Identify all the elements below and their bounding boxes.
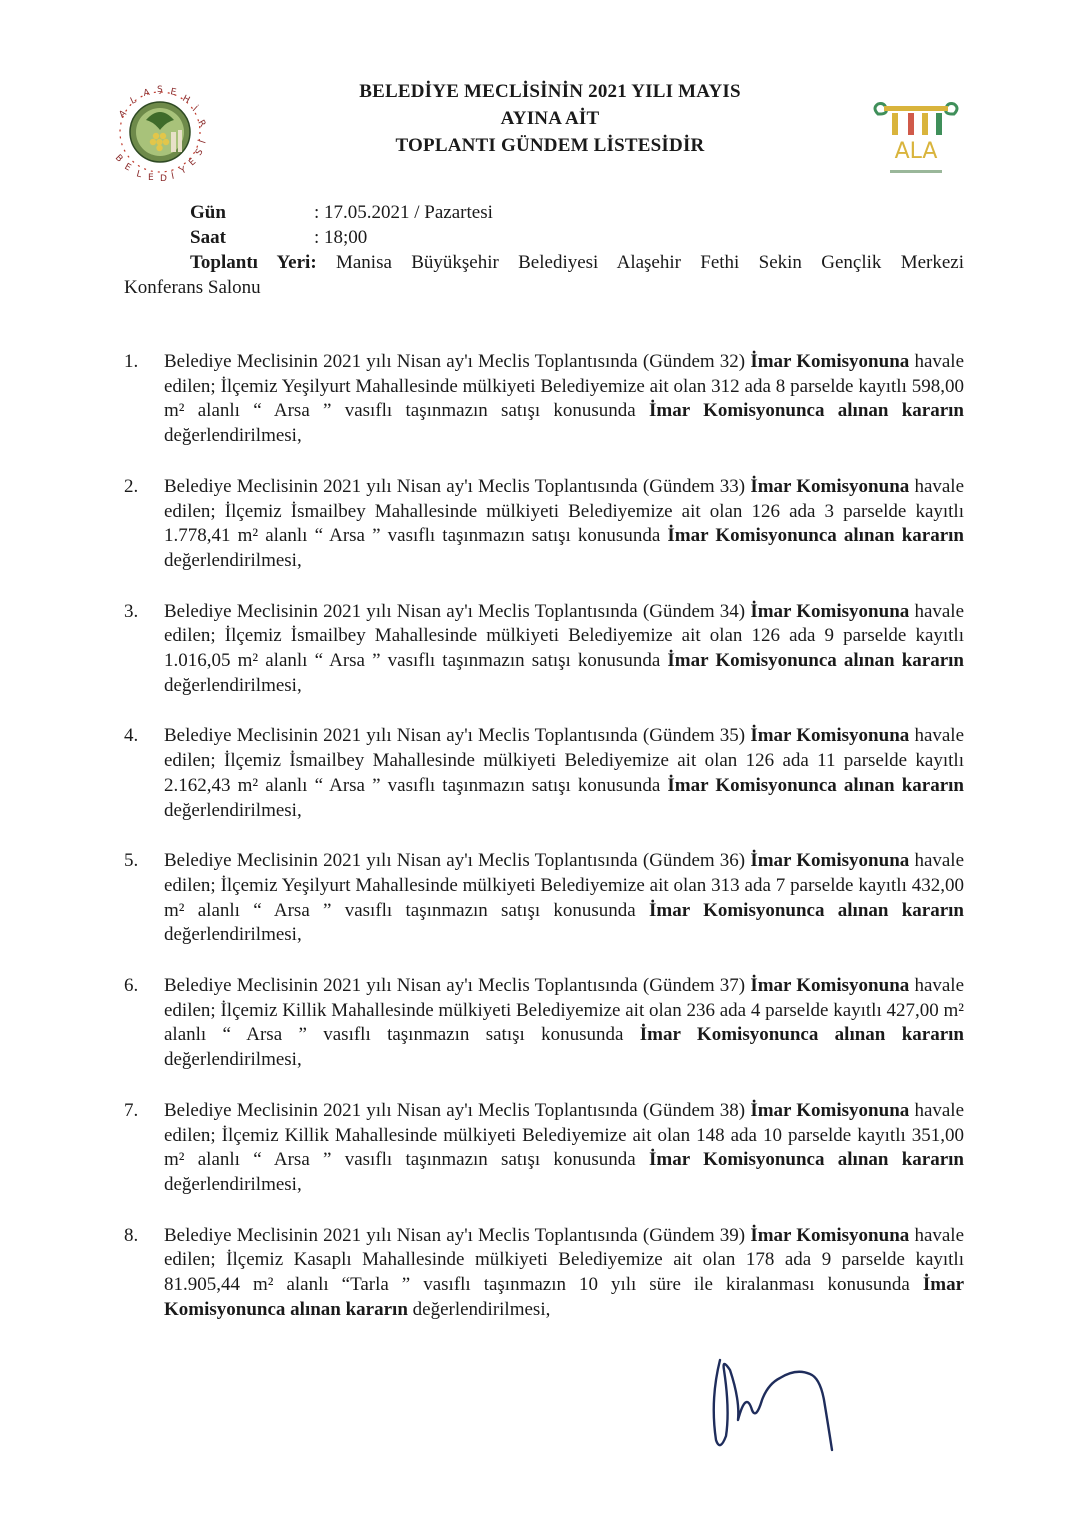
meeting-day-label: Gün [190, 202, 226, 223]
agenda-item-intro: Belediye Meclisinin 2021 yılı Nisan ay'ı Meclis Toplantısında (Gündem 33) [164, 475, 746, 497]
ala-column-logo-icon [868, 100, 964, 180]
agenda-item-body: havale edilen; İlçemiz İsmailbey Mahallesinde mülkiyeti Belediyemize ait olan 126 ada 11 parselde kayıtlı 2.162,43 m² alanlı “ Arsa ” vasıflı taşınmazın satışı konusunda [164, 725, 965, 796]
agenda-item-ending: değerlendirilmesi, [164, 674, 302, 696]
agenda-item-body: havale edilen; İlçemiz İsmailbey Mahallesinde mülkiyeti Belediyemize ait olan 126 ada 9 parselde kayıtlı 1.016,05 m² alanlı “ Arsa ” vasıflı taşınmazın satışı konusunda [164, 600, 965, 672]
agenda-item-number: 3. [124, 600, 139, 622]
agenda-item-number: 4. [124, 725, 139, 747]
svg-text:E: E [122, 161, 133, 174]
agenda-item [124, 350, 964, 449]
svg-text:S: S [194, 147, 206, 158]
svg-text:R: R [195, 118, 208, 129]
svg-text:D: D [160, 174, 167, 184]
agenda-item-number: 7. [124, 1099, 139, 1121]
agenda-item-decision: İmar Komisyonunca alınan kararın [639, 1024, 964, 1046]
agenda-item-number: 8. [124, 1224, 139, 1246]
ala-logo-text: ALA [894, 139, 938, 164]
agenda-item-body: havale edilen; İlçemiz Kasaplı Mahallesinde mülkiyeti Belediyemize ait olan 178 ada 9 parselde kayıtlı 81.905,44 m² alanlı “Tarla ” vasıflı taşınmazın 10 yılı süre ile kiralanması konusunda [164, 1224, 965, 1296]
agenda-item-number: 5. [124, 850, 139, 872]
agenda-item-body: havale edilen; İlçemiz Killik Mahallesinde mülkiyeti Belediyemize ait olan 148 ada 10 parselde kayıtlı 351,00 m² alanlı “ Arsa ” vasıflı taşınmazın satışı konusunda [164, 1099, 965, 1171]
svg-text:A: A [142, 87, 151, 99]
svg-text:E: E [187, 156, 199, 169]
svg-text:E: E [148, 173, 154, 183]
meeting-day-row [124, 200, 964, 225]
title-line-2: AYINA AİT [500, 108, 600, 129]
agenda-item-commission: İmar Komisyonuna [750, 850, 910, 872]
svg-text:İ: İ [170, 171, 176, 182]
svg-text:L: L [135, 169, 143, 181]
agenda-item-decision: İmar Komisyonunca alınan kararın [667, 525, 965, 547]
meeting-place-value: Manisa Büyükşehir Belediyesi Alaşehir Fethi Sekin Gençlik Merkezi [335, 252, 964, 273]
agenda-item-body: havale edilen; İlçemiz Yeşilyurt Mahallesinde mülkiyeti Belediyemize ait olan 313 ada 7 parselde kayıtlı 432,00 m² alanlı “ Arsa ” vasıflı taşınmazın satışı konusunda [164, 850, 965, 921]
agenda-item-commission: İmar Komisyonuna [750, 725, 910, 747]
agenda-item-commission: İmar Komisyonuna [750, 1099, 910, 1121]
agenda-item-number: 2. [124, 475, 139, 497]
agenda-item-commission: İmar Komisyonuna [750, 351, 910, 372]
agenda-item [124, 974, 964, 1073]
agenda-item-commission: İmar Komisyonuna [750, 975, 910, 997]
agenda-item [124, 1224, 964, 1323]
municipality-seal-icon [100, 70, 220, 190]
agenda-item-intro: Belediye Meclisinin 2021 yılı Nisan ay'ı Meclis Toplantısında (Gündem 37) [164, 975, 746, 997]
meeting-time-row [124, 225, 964, 250]
svg-text:L: L [129, 95, 138, 107]
agenda-item-intro: Belediye Meclisinin 2021 yılı Nisan ay'ı Meclis Toplantısında (Gündem 34) [164, 600, 746, 622]
agenda-item-intro: Belediye Meclisinin 2021 yılı Nisan ay'ı Meclis Toplantısında (Gündem 36) [164, 850, 746, 872]
agenda-item-body: havale edilen; İlçemiz İsmailbey Mahallesinde mülkiyeti Belediyemize ait olan 126 ada 3 parselde kayıtlı 1.778,41 m² alanlı “ Arsa ” vasıflı taşınmazın satışı konusunda [164, 475, 965, 547]
agenda-item-intro: Belediye Meclisinin 2021 yılı Nisan ay'ı Meclis Toplantısında (Gündem 35) [164, 725, 746, 747]
agenda-item-intro: Belediye Meclisinin 2021 yılı Nisan ay'ı Meclis Toplantısında (Gündem 32) [164, 351, 746, 372]
agenda-item [124, 600, 964, 699]
svg-text:A: A [117, 108, 129, 121]
agenda-list [124, 350, 964, 1349]
meeting-place-label: Toplantı Yeri: [190, 252, 317, 273]
agenda-item-decision: İmar Komisyonunca alınan kararın [649, 400, 965, 422]
agenda-item-ending: değerlendirilmesi, [164, 799, 302, 821]
agenda-item [124, 475, 964, 574]
document-title [300, 78, 800, 159]
agenda-item-body: havale edilen; İlçemiz Killik Mahallesinde mülkiyeti Belediyemize ait olan 236 ada 4 parselde kayıtlı 427,00 m² alanlı “ Arsa ” vasıflı taşınmazın satışı konusunda [164, 975, 965, 1046]
svg-text:B: B [112, 153, 125, 165]
svg-text:H: H [180, 93, 192, 106]
agenda-item [124, 1099, 964, 1198]
agenda-item-body: havale edilen; İlçemiz Yeşilyurt Mahallesinde mülkiyeti Belediyemize ait olan 312 ada 8 parselde kayıtlı 598,00 m² alanlı “ Arsa ” vasıflı taşınmazın satışı konusunda [164, 351, 965, 422]
agenda-item-ending: değerlendirilmesi, [164, 1173, 302, 1195]
handwritten-signature-icon [700, 1340, 860, 1460]
meeting-day-value: : 17.05.2021 / Pazartesi [314, 202, 493, 223]
svg-text:Y: Y [178, 165, 189, 177]
agenda-item-ending: değerlendirilmesi, [164, 425, 302, 447]
meeting-time-label: Saat [190, 227, 226, 248]
agenda-item-ending: değerlendirilmesi, [164, 924, 302, 946]
agenda-item-ending: değerlendirilmesi, [164, 1049, 302, 1071]
title-line-1: BELEDİYE MECLİSİNİN 2021 YILI MAYIS [359, 81, 741, 102]
agenda-item [124, 724, 964, 823]
agenda-item-number: 6. [124, 975, 139, 997]
svg-text:İ: İ [189, 104, 199, 115]
meeting-place-continued: Konferans Salonu [124, 277, 261, 298]
agenda-item-decision: İmar Komisyonunca alınan kararın [649, 899, 965, 921]
agenda-item [124, 849, 964, 948]
title-line-3: TOPLANTI GÜNDEM LİSTESİDİR [395, 135, 705, 156]
agenda-item-ending: değerlendirilmesi, [412, 1298, 551, 1320]
agenda-item-decision: İmar Komisyonunca alınan kararın [667, 650, 965, 672]
meeting-time-value: : 18;00 [314, 227, 368, 248]
meeting-info [124, 200, 964, 300]
svg-text:Ş: Ş [157, 85, 163, 95]
svg-text:E: E [169, 87, 178, 99]
agenda-item-decision: İmar Komisyonunca alınan kararın [667, 774, 965, 796]
agenda-item-decision: İmar Komisyonunca alınan kararın [164, 1274, 964, 1320]
agenda-item-number: 1. [124, 351, 139, 372]
agenda-item-commission: İmar Komisyonuna [750, 1224, 910, 1246]
agenda-item-ending: değerlendirilmesi, [164, 549, 302, 571]
svg-text:İ: İ [198, 139, 209, 145]
agenda-item-commission: İmar Komisyonuna [750, 600, 910, 622]
agenda-item-decision: İmar Komisyonunca alınan kararın [649, 1149, 965, 1171]
meeting-place-row [124, 250, 964, 275]
agenda-item-intro: Belediye Meclisinin 2021 yılı Nisan ay'ı Meclis Toplantısında (Gündem 38) [164, 1099, 746, 1121]
agenda-item-intro: Belediye Meclisinin 2021 yılı Nisan ay'ı Meclis Toplantısında (Gündem 39) [164, 1224, 746, 1246]
agenda-item-commission: İmar Komisyonuna [750, 475, 910, 497]
